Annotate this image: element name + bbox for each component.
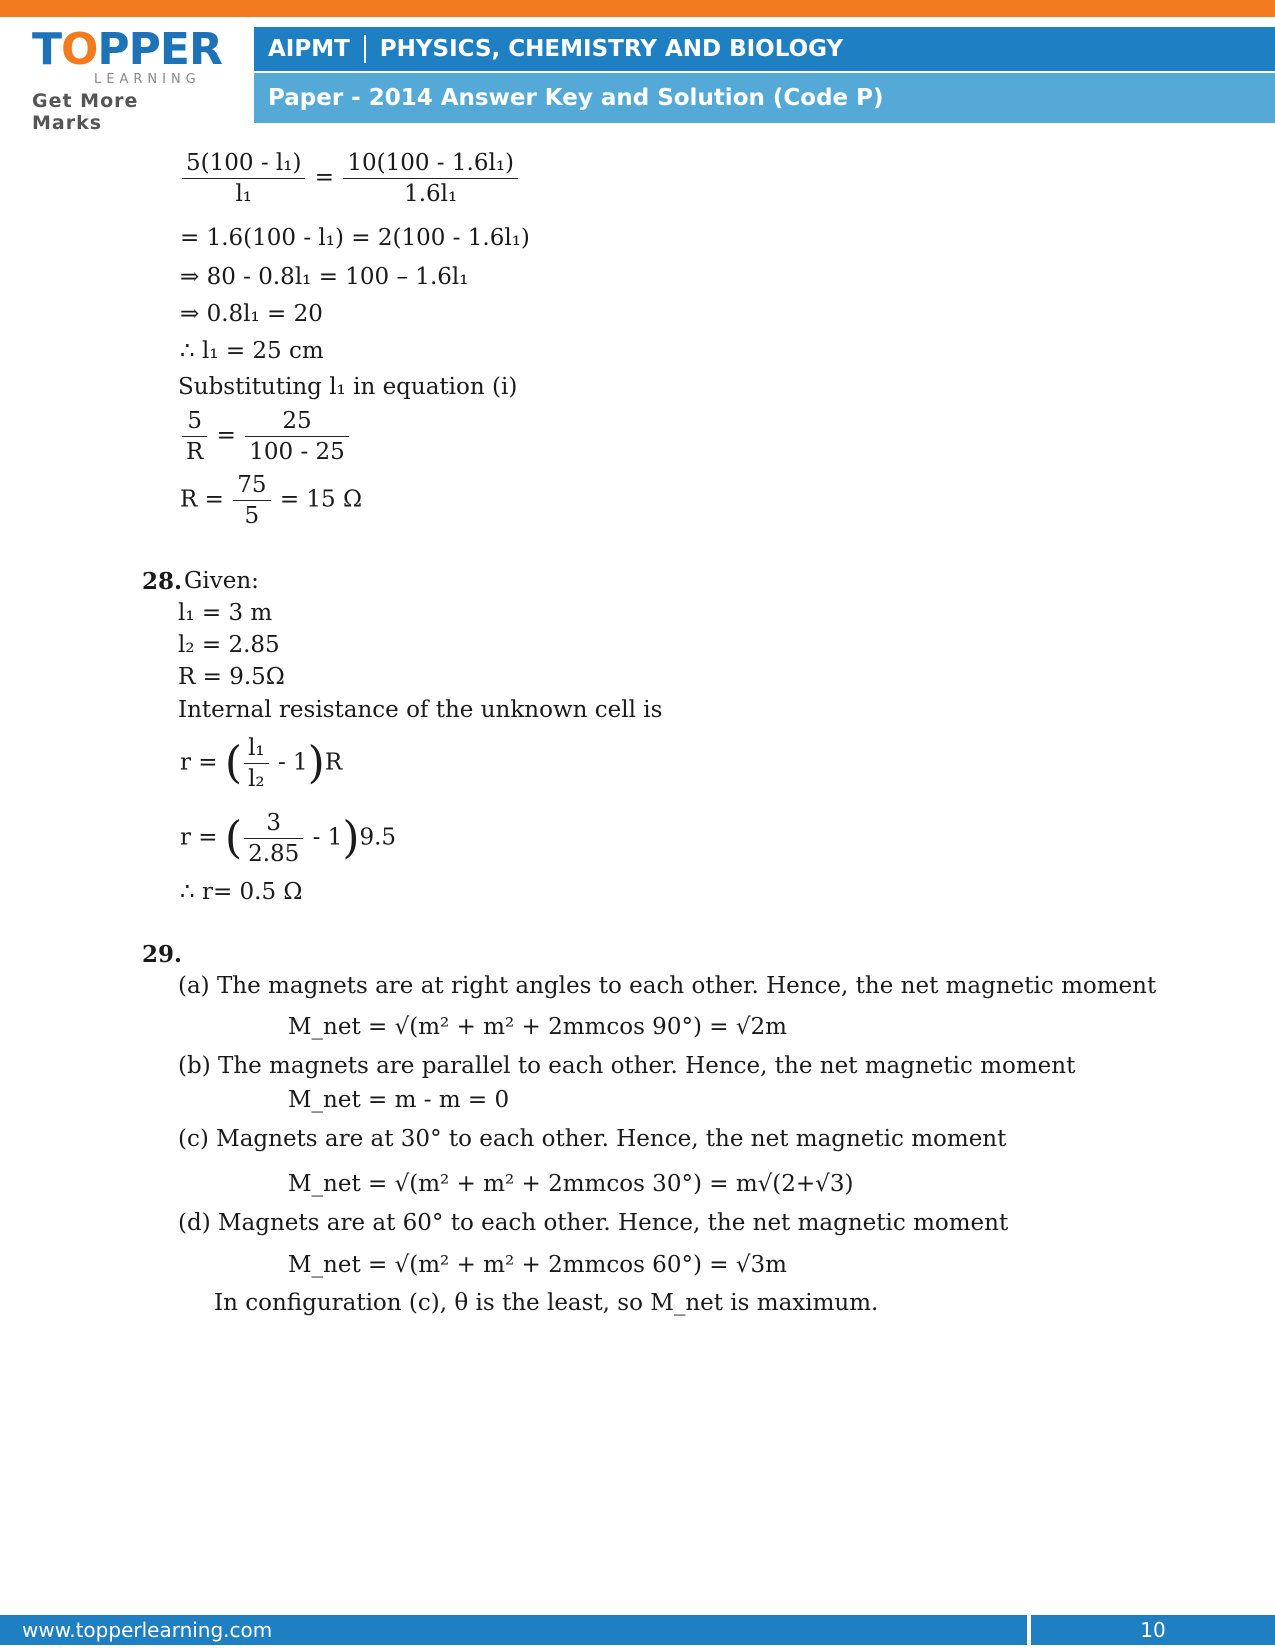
header-exam-bar [254, 27, 1275, 71]
q29-number: 29. [142, 941, 183, 968]
q27-substitute-text: Substituting l₁ in equation (i) [178, 374, 518, 400]
q28-given: Given: [184, 568, 259, 594]
q28-substitution: r = ( $\frac{3}{2.85}$ - 1)9.5 [180, 810, 397, 867]
q27-eq5: ∴ l₁ = 25 cm [180, 338, 324, 364]
q29-conclusion: In configuration (c), θ is the least, so M_net is maximum. [214, 1290, 879, 1316]
q29-c-equation: M_net = √(m² + m² + 2mmcos 30°) = m√(2+√3) [288, 1171, 854, 1197]
footer-url[interactable]: www.topperlearning.com [22, 1618, 273, 1642]
q29-a-text: (a) The magnets are at right angles to each other. Hence, the net magnetic moment [178, 973, 1157, 999]
exam-name: AIPMT [268, 36, 350, 62]
q29-c-text: (c) Magnets are at 30° to each other. Hence, the net magnetic moment [178, 1126, 1007, 1152]
q28-result: ∴ r= 0.5 Ω [180, 879, 303, 905]
subjects: PHYSICS, CHEMISTRY AND BIOLOGY [379, 36, 844, 62]
q29-a-equation: M_net = √(m² + m² + 2mmcos 90°) = √2m [288, 1014, 787, 1040]
q28-R: R = 9.5Ω [178, 664, 285, 690]
q27-eq6: $\frac{5}{R}$ = $\frac{25}{100 - 25}$ [180, 406, 351, 467]
q27-eq2: = 1.6(100 - l₁) = 2(100 - 1.6l₁) [180, 225, 530, 251]
q29-d-equation: M_net = √(m² + m² + 2mmcos 60°) = √3m [288, 1252, 787, 1278]
footer-page-number: 10 [1031, 1615, 1275, 1645]
q28-l1: l₁ = 3 m [178, 600, 273, 626]
header-divider [364, 35, 366, 63]
q29-b-equation: M_net = m - m = 0 [288, 1087, 510, 1113]
logo-wordmark: TOPPER [32, 24, 222, 75]
q27-eq1: $\frac{\text{5(100 - l₁)}}{\text{l₁}}$ = $\frac{\text{10(100 - 1.6l₁)}}{\text{1.6l₁}}$ [180, 148, 520, 209]
logo-tagline: Get More Marks [32, 90, 139, 134]
top-accent-bar [0, 0, 1275, 17]
q29-b-text: (b) The magnets are parallel to each other. Hence, the net magnetic moment [178, 1053, 1076, 1079]
logo-subtitle: LEARNING [94, 72, 201, 87]
q28-formula: r = ( $\frac{\text{l₁}}{\text{l₂}}$ - 1)R [180, 735, 343, 792]
q29-d-text: (d) Magnets are at 60° to each other. Hence, the net magnetic moment [178, 1210, 1009, 1236]
footer-url-bar [0, 1615, 1027, 1645]
q27-eq3: ⇒ 80 - 0.8l₁ = 100 – 1.6l₁ [180, 264, 469, 290]
q28-number: 28. [142, 568, 183, 595]
topper-logo [32, 24, 222, 134]
q27-eq7: R = $\frac{75}{5}$ = 15 Ω [180, 472, 363, 529]
paper-title: Paper - 2014 Answer Key and Solution (Code P) [268, 85, 884, 111]
q28-l2: l₂ = 2.85 [178, 632, 280, 658]
q28-statement: Internal resistance of the unknown cell is [178, 697, 663, 723]
header-paper-bar [254, 73, 1275, 123]
q27-eq4: ⇒ 0.8l₁ = 20 [180, 301, 323, 327]
